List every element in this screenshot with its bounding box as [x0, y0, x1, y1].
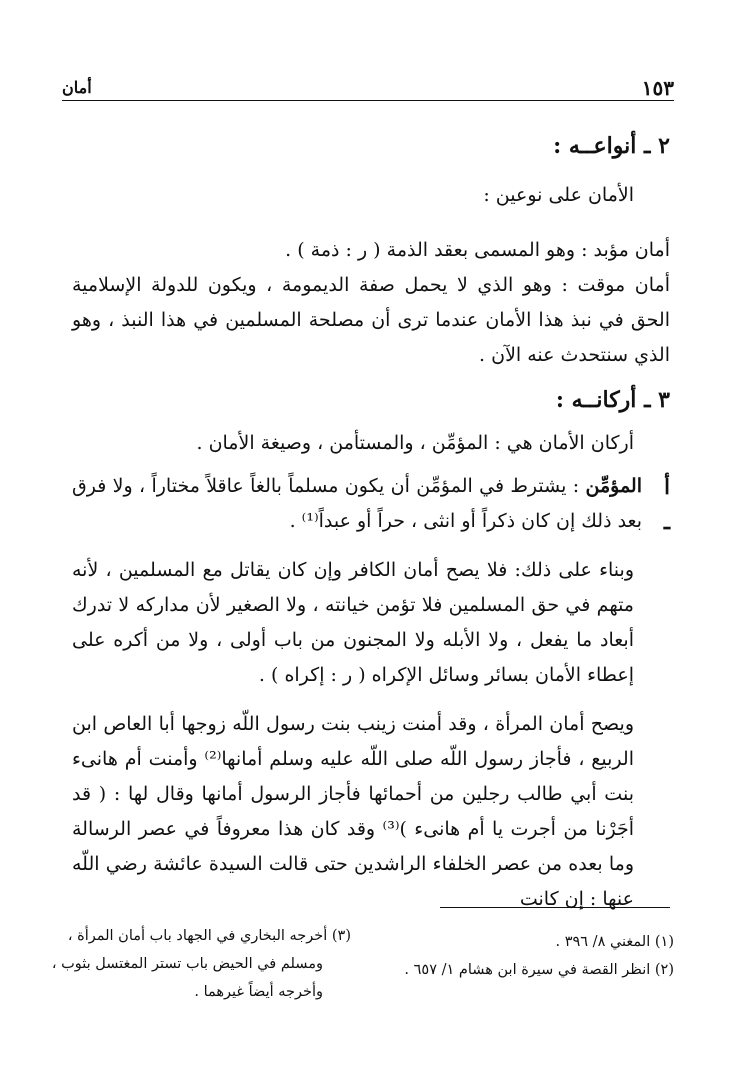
- section-heading-pillars: ٣ ـ أركانــه :: [555, 387, 670, 413]
- footnote-1: (١) المغني ٨/ ٣٩٦ .: [555, 934, 674, 950]
- footnote-3-line-1: (٣) أخرجه البخاري في الجهاد باب أمان المرأة ،: [67, 928, 351, 944]
- page-number: ١٥٣: [641, 76, 674, 100]
- consequence-paragraph: وبناء على ذلك: فلا يصح أمان الكافر وإن كان يقاتل مع المسلمين ، لأنه متهم في حق المسلمين فلا تؤمن خيانته ، ولا الصغير لأن مداركه لا تدرك أبعاد ما يفعل ، ولا الأبله ولا المجنون من باب أولى ، ولا من أكره على إعطاء الأمان بسائر وسائل الإكراه ( ر : إكراه ) .: [72, 559, 634, 686]
- footnote-2: (٢) انظر القصة في سيرة ابن هشام ١/ ٦٥٧ .: [404, 962, 674, 978]
- permanent-aman-paragraph: أمان مؤبد : وهو المسمى بعقد الذمة ( ر : ذمة ) .: [285, 239, 670, 261]
- footnote-divider: [440, 907, 670, 908]
- footnote-3-line-3: وأخرجه أيضاً غيرهما .: [194, 984, 323, 1000]
- types-intro: الأمان على نوعين :: [483, 184, 634, 206]
- item-marker: أ ـ: [663, 474, 670, 534]
- item-a-term: المؤمِّن: [585, 475, 642, 497]
- pillar-item-a: [72, 469, 670, 539]
- temporary-aman-paragraph: أمان موقت : وهو الذي لا يحمل صفة الديمومة ، ويكون للدولة الإسلامية الحق في نبذ هذا الأمان عندما ترى أن مصلحة المسلمين في هذا النبذ ، وهو الذي سنتحدث عنه الآن .: [72, 274, 670, 366]
- item-a-text: [72, 469, 642, 539]
- running-title: أمان: [62, 78, 92, 97]
- pillars-intro: أركان الأمان هي : المؤمِّن ، والمستأمن ، وصيغة الأمان .: [196, 432, 634, 454]
- section-pillars: [72, 380, 670, 917]
- item-a-body: : يشترط في المؤمِّن أن يكون مسلماً بالغاً عاقلاً مختاراً ، ولا فرق بعد ذلك إن كان ذكراً أو انثى ، حراً أو عبداً⁽¹⁾ .: [72, 475, 642, 532]
- footnote-3-line-2: ومسلم في الحيض باب تستر المغتسل بثوب ،: [51, 956, 323, 972]
- section-types: [72, 126, 670, 373]
- woman-aman-paragraph: ويصح أمان المرأة ، وقد أمنت زينب بنت رسول اللّه زوجها أبا العاص ابن الربيع ، فأجاز رسول اللّه صلى اللّه عليه وسلم أمانها⁽²⁾ وأمنت أم هانىء بنت أبي طالب رجلين من أحمائها فأجاز الرسول أمانها وقال لها : ( قد أجَرْنا من أجرت يا أم هانىء )⁽³⁾ وقد كان هذا معروفاً في عصر الرسالة وما بعده من عصر الخلفاء الراشدين حتى قالت السيدة عائشة رضي اللّه عنها : إن كانت: [72, 713, 634, 910]
- footnotes-left: [51, 922, 351, 1006]
- section-heading-types: ٢ ـ أنواعــه :: [553, 133, 670, 159]
- page-header: [62, 74, 674, 101]
- footnotes-right: [354, 928, 674, 984]
